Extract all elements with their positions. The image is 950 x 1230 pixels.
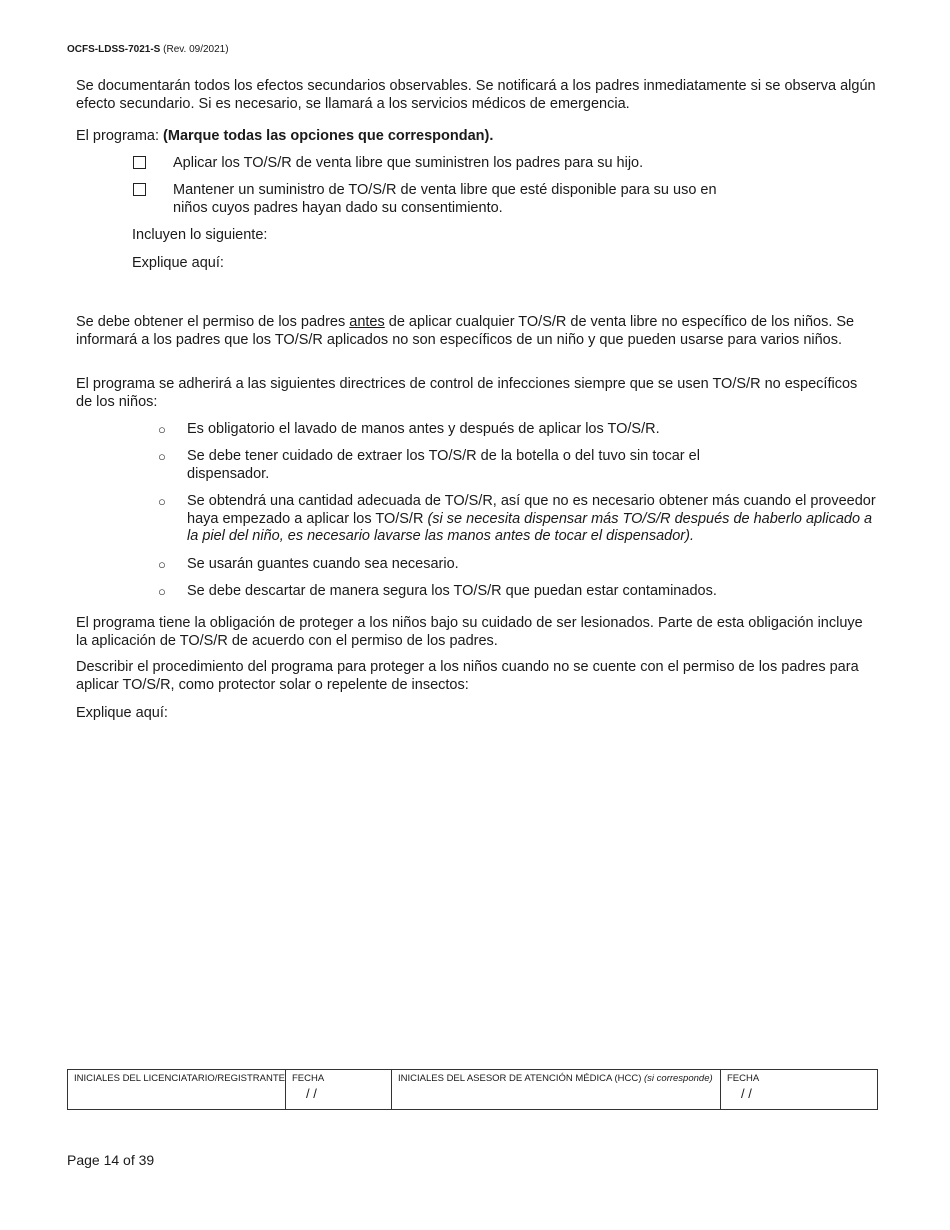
date-label-2: FECHA	[727, 1073, 760, 1084]
bullet-mark: ○	[158, 422, 166, 437]
explain-label-2: Explique aquí:	[76, 705, 168, 721]
bullet-mark: ○	[158, 494, 166, 509]
program-instruction: (Marque todas las opciones que correspondan).	[163, 128, 494, 144]
bullet-text: Se debe tener cuidado de extraer los TO/S/R de la botella o del tuvo sin tocar el dispensador.	[187, 448, 700, 482]
describe-paragraph: Describir el procedimiento del programa para proteger a los niños cuando no se cuente con el permiso de los padres para aplicar TO/S/R, como protector solar o repelente de insectos:	[76, 659, 859, 693]
licensee-initials-cell[interactable]	[68, 1070, 286, 1109]
bullet-mark: ○	[158, 449, 166, 464]
date-cell-2[interactable]	[721, 1070, 877, 1109]
bullet-text: Se usarán guantes cuando sea necesario.	[187, 556, 459, 572]
bullet-mark: ○	[158, 584, 166, 599]
option-2-label: Mantener un suministro de TO/S/R de venta libre que esté disponible para su uso en niños cuyos padres hayan dado su consentimiento.	[173, 182, 717, 216]
form-code: OCFS-LDSS-7021-S	[67, 44, 161, 55]
date-value-2: / /	[741, 1086, 752, 1101]
includes-label: Incluyen lo siguiente:	[132, 227, 268, 243]
initials-table	[67, 1069, 878, 1110]
permission-part2: de aplicar cualquier TO/S/R de venta libre no específico de los niños. Se informará a los padres que los TO/S/R aplicados no son específicos de un niño y que pueden usarse para varios niños.	[76, 314, 855, 348]
permission-part1: Se debe obtener el permiso de los padres	[76, 314, 350, 330]
date-value-1: / /	[306, 1086, 317, 1101]
permission-underlined: antes	[349, 314, 385, 330]
infection-control-intro: El programa se adherirá a las siguientes directrices de control de infecciones siempre que se usen TO/S/R no específicos de los niños:	[76, 376, 858, 410]
hcc-note: (si corresponde)	[644, 1073, 713, 1084]
bullet-text	[187, 493, 877, 546]
form-revision: (Rev. 09/2021)	[163, 44, 229, 55]
option-1-checkbox[interactable]	[133, 156, 146, 169]
bullet-text-plain: Se obtendrá una cantidad adecuada de TO/S/R, así que no es necesario obtener más cuando el proveedor haya empezado a aplicar los TO/S/R	[187, 493, 876, 527]
program-label: El programa:	[76, 128, 160, 144]
permission-paragraph	[76, 314, 876, 349]
date-cell-1[interactable]	[286, 1070, 392, 1109]
bullet-text-italic: (si se necesita dispensar más TO/S/R después de haberlo aplicado a la piel del niño, es necesario lavarse las manos antes de tocar el dispensador).	[187, 510, 873, 544]
hcc-initials-cell[interactable]	[392, 1070, 721, 1109]
licensee-initials-label: INICIALES DEL LICENCIATARIO/REGISTRANTE	[74, 1073, 285, 1084]
explain-label-1: Explique aquí:	[132, 255, 224, 271]
option-1-label: Aplicar los TO/S/R de venta libre que suministren los padres para su hijo.	[173, 155, 644, 171]
date-label-1: FECHA	[292, 1073, 325, 1084]
program-line	[76, 128, 876, 146]
form-code-header	[67, 44, 229, 55]
option-2-checkbox[interactable]	[133, 183, 146, 196]
bullet-text: Se debe descartar de manera segura los TO/S/R que puedan estar contaminados.	[187, 583, 717, 599]
bullet-text: Es obligatorio el lavado de manos antes y después de aplicar los TO/S/R.	[187, 421, 660, 437]
intro-paragraph: Se documentarán todos los efectos secundarios observables. Se notificará a los padres inmediatamente si se observa algún efecto secundario. Si es necesario, se llamará a los servicios médicos de emergencia.	[76, 78, 876, 112]
obligation-paragraph: El programa tiene la obligación de proteger a los niños bajo su cuidado de ser lesionados. Parte de esta obligación incluye la aplicación de TO/S/R de acuerdo con el permiso de los padres.	[76, 615, 863, 649]
hcc-initials-label: INICIALES DEL ASESOR DE ATENCIÓN MÉDICA (HCC)	[398, 1073, 642, 1084]
bullet-mark: ○	[158, 557, 166, 572]
page-number: Page 14 of 39	[67, 1152, 155, 1168]
